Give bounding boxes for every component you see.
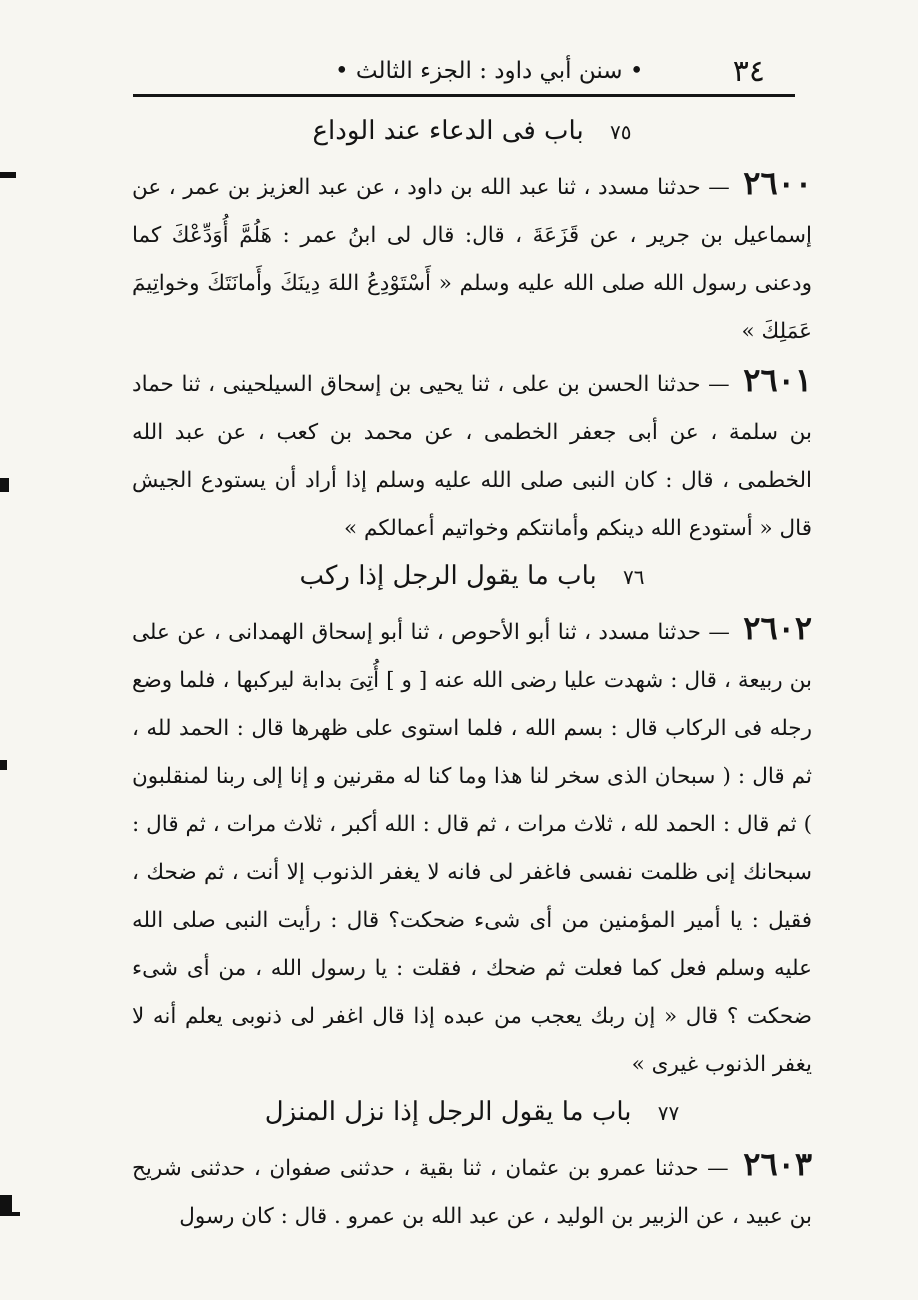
hadith-paragraph [132, 356, 812, 553]
hadith-text: — حدثنا مسدد ، ثنا عبد الله بن داود ، عن عبد العزيز بن عمر ، عن إسماعيل بن جرير ، عن قَزَعَةَ ، قال: قال لى ابنُ عمر : هَلُمَّ أُوَدِّعْكَ كما ودعنى رسول الله صلى الله عليه وسلم « أَسْتَوْدِعُ اللهَ دِينَكَ وأَمانَتَكَ وخواتِيمَ عَمَلِكَ » [132, 175, 812, 344]
scan-edge-mark [0, 478, 9, 492]
hadith-paragraph [132, 604, 812, 1089]
running-header [135, 52, 793, 92]
hadith-text: — حدثنا الحسن بن على ، ثنا يحيى بن إسحاق السيلحينى ، ثنا حماد بن سلمة ، عن أبى جعفر الخطمى ، عن محمد بن كعب ، عن عبد الله الخطمى ، قال : كان النبى صلى الله عليه وسلم إذا أراد أن يستودع الجيش قال « أستودع الله دينكم وأمانتكم وخواتيم أعمالكم » [132, 372, 812, 541]
chapter-title: باب ما يقول الرجل إذا ركب [299, 561, 597, 591]
hadith-text: — حدثنا عمرو بن عثمان ، ثنا بقية ، حدثنى صفوان ، حدثنى شريح بن عبيد ، عن الزبير بن الوليد ، عن عبد الله بن عمرو . قال : كان رسول [132, 1156, 812, 1229]
hadith-number: ٢٦٠٢ [743, 609, 812, 647]
chapter-heading [132, 112, 812, 151]
chapter-number: ٧٥ [609, 120, 632, 144]
chapter-title: باب فى الدعاء عند الوداع [312, 116, 584, 146]
hadith-text: — حدثنا مسدد ، ثنا أبو الأحوص ، ثنا أبو إسحاق الهمدانى ، عن على بن ربيعة ، قال : شهدت عليا رضى الله عنه [ و ] أُتِىَ بدابة ليركبها ، فلما وضع رجله فى الركاب قال : بسم الله ، فلما استوى على ظهرها قال : الحمد لله ، ثم قال : ( سبحان الذى سخر لنا هذا وما كنا له مقرنين و إنا إلى ربنا لمنقلبون ) ثم قال : الحمد لله ، ثلاث مرات ، ثم قال : الله أكبر ، ثلاث مرات ، ثم قال : سبحانك إنى ظلمت نفسى فاغفر لى فانه لا يغفر الذنوب إلا أنت ، ثم ضحك ، فقيل : يا أمير المؤمنين من أى شىء ضحكت؟ قال : رأيت النبى صلى الله عليه وسلم فعل كما فعلت ثم ضحك ، فقلت : يا رسول الله ، من أى شىء ضحكت ؟ قال « إن ربك يعجب من عبده إذا قال اغفر لى ذنوبى يعلم أنه لا يغفر الذنوب غيرى » [132, 620, 812, 1077]
hadith-number: ٢٦٠١ [743, 361, 812, 399]
chapter-number: ٧٧ [657, 1101, 680, 1125]
hadith-paragraph [132, 159, 812, 356]
hadith-number: ٢٦٠٠ [743, 164, 812, 202]
chapter-title: باب ما يقول الرجل إذا نزل المنزل [264, 1097, 632, 1127]
scan-edge-mark [0, 760, 7, 770]
hadith-paragraph [132, 1140, 812, 1241]
header-rule [133, 94, 795, 97]
chapter-number: ٧٦ [623, 565, 645, 589]
running-title: • سنن أبي داود : الجزء الثالث • [335, 58, 644, 84]
page-number: ٣٤ [732, 54, 765, 89]
hadith-number: ٢٦٠٣ [743, 1145, 812, 1183]
page-body [132, 108, 812, 1241]
chapter-heading [132, 1093, 812, 1132]
chapter-heading [132, 557, 812, 596]
scan-edge-mark [0, 1212, 20, 1216]
scan-edge-mark [0, 172, 16, 178]
